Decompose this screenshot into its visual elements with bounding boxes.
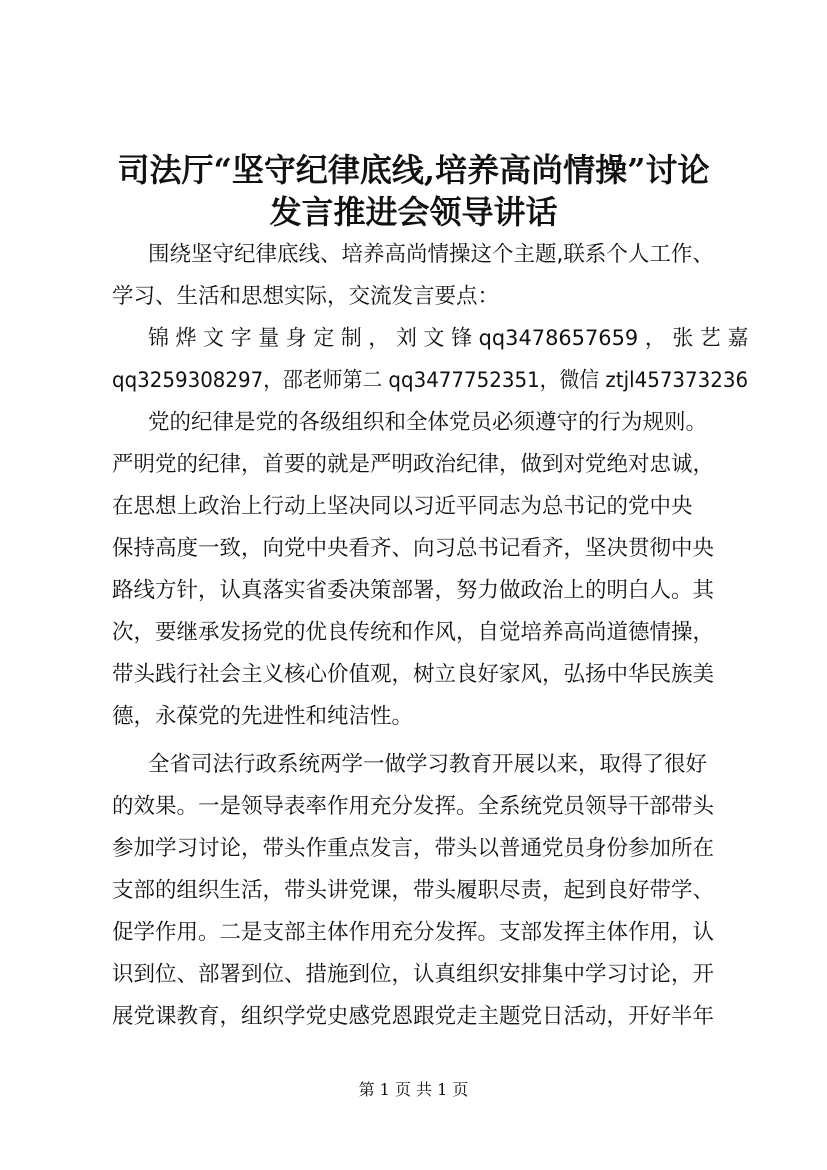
- document-title-line-1: 司法厅“坚守纪律底线,培养高尚情操”讨论: [117, 151, 710, 189]
- body-line: 学习、生活和思想实际，交流发言要点：: [112, 284, 500, 309]
- body-line: 参加学习讨论，带头作重点发言，带头以普通党员身份参加所在: [112, 836, 715, 861]
- body-line: 的效果。一是领导表率作用充分发挥。全系统党员领导干部带头: [112, 794, 715, 819]
- body-line: 锦 烨 文 字 量 身 定 制 ， 刘 文 锋 qq3478657659 ， 张 艺 嘉: [148, 326, 749, 351]
- body-line: 保持高度一致，向党中央看齐、向习总书记看齐，坚决贯彻中央: [112, 536, 715, 561]
- body-line: qq3259308297，邵老师第二 qq3477752351，微信 ztjl457373236: [112, 368, 749, 393]
- body-line: 识到位、部署到位、措施到位，认真组织安排集中学习讨论，开: [112, 962, 715, 987]
- body-line: 展党课教育，组织学党史感党恩跟党走主题党日活动，开好半年: [112, 1004, 715, 1029]
- body-line: 德，永葆党的先进性和纯洁性。: [112, 704, 414, 729]
- body-line: 路线方针，认真落实省委决策部署，努力做政治上的明白人。其: [112, 578, 715, 603]
- page-footer: 第 1 页 共 1 页: [358, 1080, 469, 1099]
- body-line: 严明党的纪律，首要的就是严明政治纪律，做到对党绝对忠诚，: [112, 452, 715, 477]
- body-line: 带头践行社会主义核心价值观，树立良好家风，弘扬中华民族美: [112, 662, 715, 687]
- body-line: 在思想上政治上行动上坚决同以习近平同志为总书记的党中央: [112, 494, 693, 519]
- body-line: 次，要继承发扬党的优良传统和作风，自觉培养高尚道德情操，: [112, 620, 715, 645]
- body-line: 全省司法行政系统两学一做学习教育开展以来，取得了很好: [148, 752, 708, 777]
- body-line: 促学作用。二是支部主体作用充分发挥。支部发挥主体作用，认: [112, 920, 715, 945]
- body-line: 支部的组织生活，带头讲党课，带头履职尽责，起到良好带学、: [112, 878, 715, 903]
- body-line: 党的纪律是党的各级组织和全体党员必须遵守的行为规则。: [148, 410, 708, 435]
- body-line: 围绕坚守纪律底线、培养高尚情操这个主题,联系个人工作、: [148, 242, 714, 267]
- document-title-line-2: 发言推进会领导讲话: [269, 193, 558, 231]
